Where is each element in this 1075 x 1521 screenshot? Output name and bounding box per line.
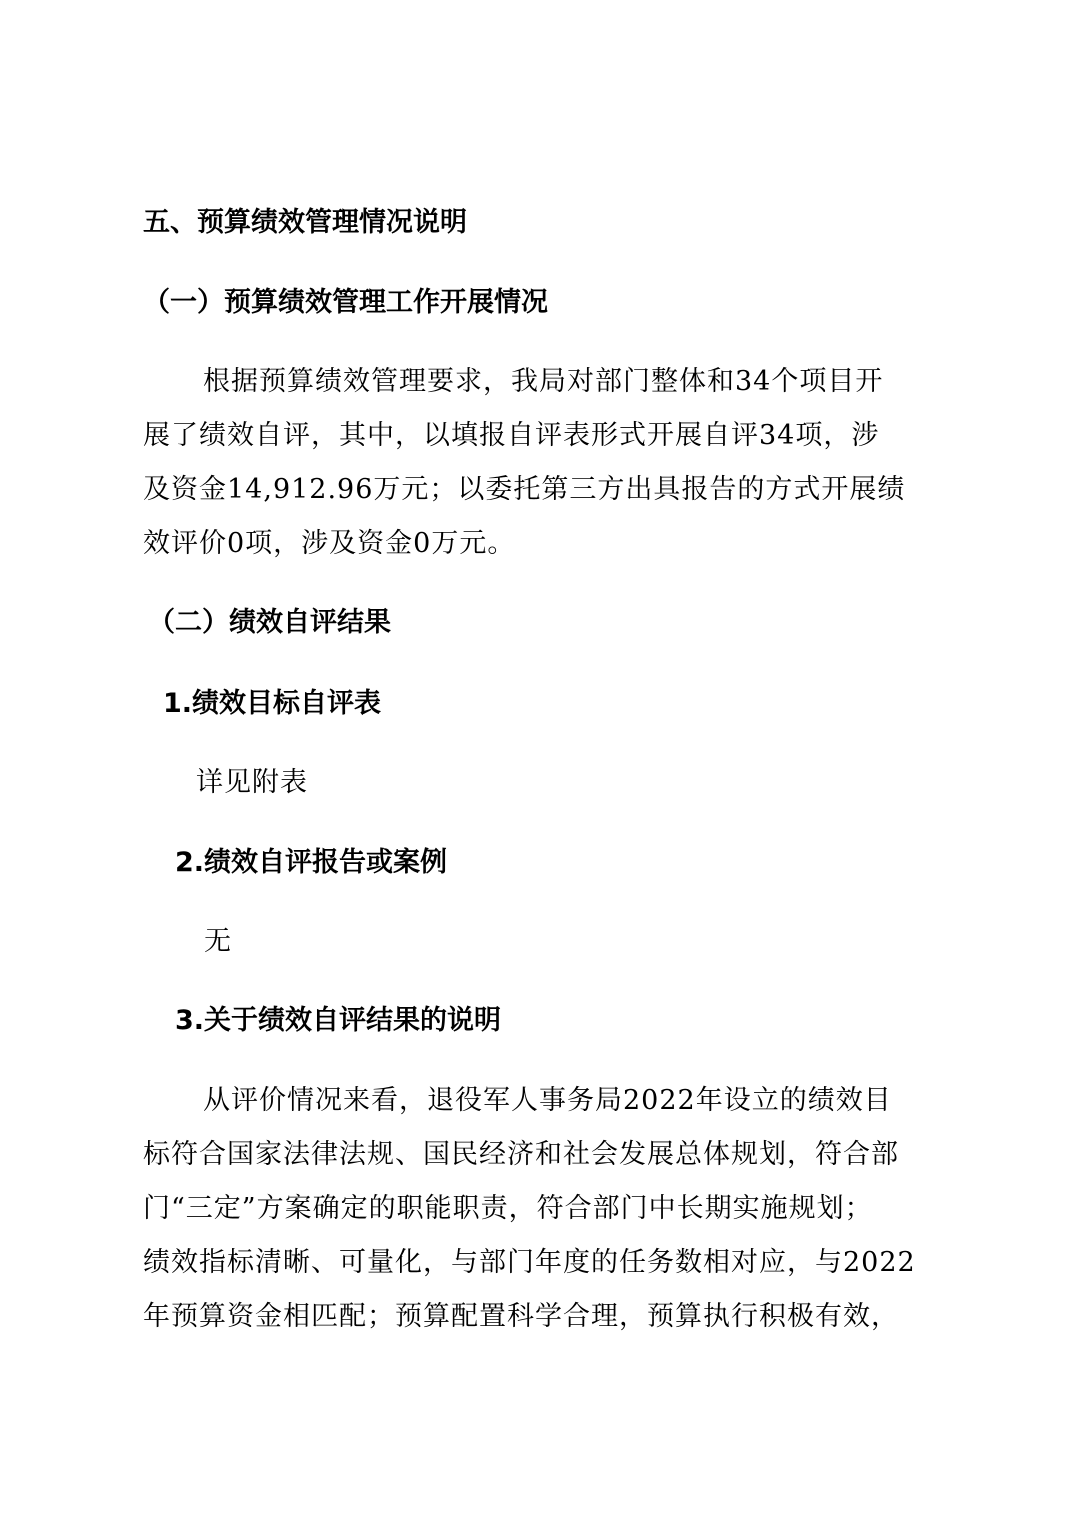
- paragraph-line: 从评价情况来看，退役军人事务局2022年设立的绩效目: [203, 1085, 892, 1116]
- item1-text: 详见附表: [196, 767, 308, 798]
- paragraph-line: 根据预算绩效管理要求，我局对部门整体和34个项目开: [203, 366, 884, 397]
- item1-title: 1.绩效目标自评表: [163, 688, 382, 719]
- paragraph-line: 年预算资金相匹配；预算配置科学合理，预算执行积极有效，: [143, 1301, 899, 1332]
- heading-main: 五、预算绩效管理情况说明: [143, 207, 467, 238]
- paragraph-line: 及资金14,912.96万元；以委托第三方出具报告的方式开展绩: [143, 474, 906, 505]
- paragraph-line: 绩效指标清晰、可量化，与部门年度的任务数相对应，与2022: [143, 1247, 916, 1278]
- item2-title: 2.绩效自评报告或案例: [175, 847, 448, 878]
- paragraph-line: 门“三定”方案确定的职能职责，符合部门中长期实施规划；: [143, 1193, 873, 1224]
- section2-title: （二）绩效自评结果: [148, 607, 391, 638]
- paragraph-line: 效评价0项，涉及资金0万元。: [143, 528, 516, 559]
- paragraph-line: 展了绩效自评，其中，以填报自评表形式开展自评34项，涉: [143, 420, 880, 451]
- section1-title: （一）预算绩效管理工作开展情况: [143, 287, 548, 318]
- item2-text: 无: [204, 926, 232, 957]
- paragraph-line: 标符合国家法律法规、国民经济和社会发展总体规划，符合部: [143, 1139, 899, 1170]
- item3-title: 3.关于绩效自评结果的说明: [175, 1005, 502, 1036]
